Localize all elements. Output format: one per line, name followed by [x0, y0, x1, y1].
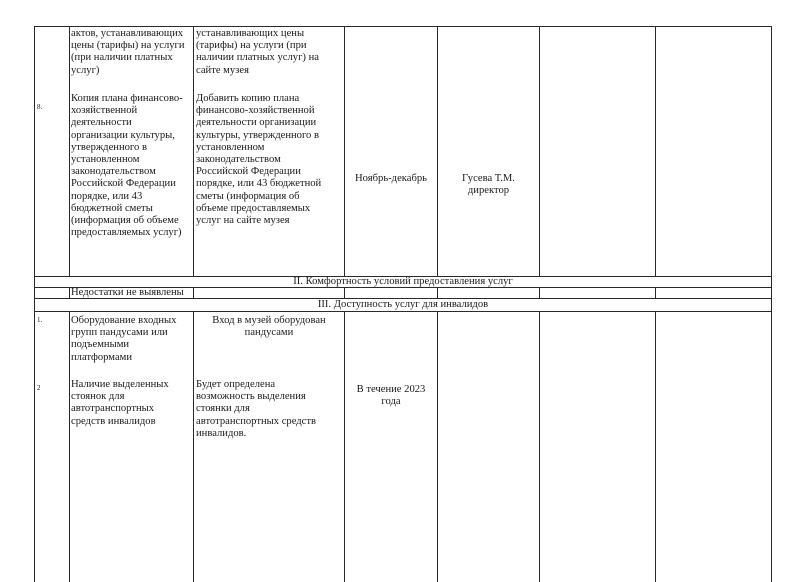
table-border-col2 [193, 26, 194, 276]
row-1-number: 1. [37, 316, 43, 324]
table-border-col2b [193, 287, 194, 298]
row-8-description-continuation: актов, устанавливающих цены (тарифы) на услуги (при наличии платных услуг) [71, 28, 185, 76]
table-border-col5 [539, 26, 540, 276]
row-1-description: Оборудование входных групп пандусами или подъемными платформами [71, 315, 177, 363]
row-8-action-continuation: устанавливающих цены (тарифы) на услуги (при наличии платных услуг) на сайте музея [196, 28, 319, 76]
row-8-action: Добавить копию плана финансово-хозяйственной деятельности организации культуры, утвержденного в установленном законодательством Российской Федерации порядке, или 43 бюджетной сметы (информация об объеме предоставляемых услуг на сайте музея [196, 93, 322, 227]
row-8-responsible: Гусева Т.М. директор [462, 173, 515, 197]
row-2-action: Будет определена возможность выделения стоянки для автотранспортных средств инвалидов. [196, 379, 316, 439]
table-border-col1b [69, 287, 70, 298]
table-border-col4 [437, 26, 438, 276]
table-border-col3 [344, 26, 345, 276]
table-border-col1c [69, 311, 70, 582]
row-2-number: 2 [37, 384, 41, 392]
section-2-no-defects: Недостатки не выявлены [71, 287, 184, 298]
table-border-col6c [655, 311, 656, 582]
table-border-col1 [69, 26, 70, 276]
table-border-col4c [437, 311, 438, 582]
table-border-col5c [539, 311, 540, 582]
table-border-col5b [539, 287, 540, 298]
row-8-number: 8. [37, 103, 43, 111]
table-border-col3b [344, 287, 345, 298]
table-border-col4b [437, 287, 438, 298]
table-border-col2c [193, 311, 194, 582]
section-heading-comfort: II. Комфортность условий предоставления услуг [293, 276, 513, 287]
row-2-description: Наличие выделенных стоянок для автотранспортных средств инвалидов [71, 379, 169, 427]
table-border-col3c [344, 311, 345, 582]
row-1-action: Вход в музей оборудован пандусами [212, 315, 326, 339]
table-border-col6b [655, 287, 656, 298]
row-2-deadline: В течение 2023 года [356, 384, 426, 408]
section-heading-accessibility: III. Доступность услуг для инвалидов [317, 299, 489, 310]
table-border-col6 [655, 26, 656, 276]
table-border-top [34, 26, 772, 27]
row-8-description: Копия плана финансово- хозяйственной деятельности организации культуры, утвержденного в установленном законодательством Российской Федерации порядке, или 43 бюджетной сметы (информация об объеме предоставляемых услуг) [71, 93, 183, 239]
table-border-section3-bottom [34, 311, 772, 312]
row-8-deadline: Ноябрь-декабрь [355, 173, 427, 184]
